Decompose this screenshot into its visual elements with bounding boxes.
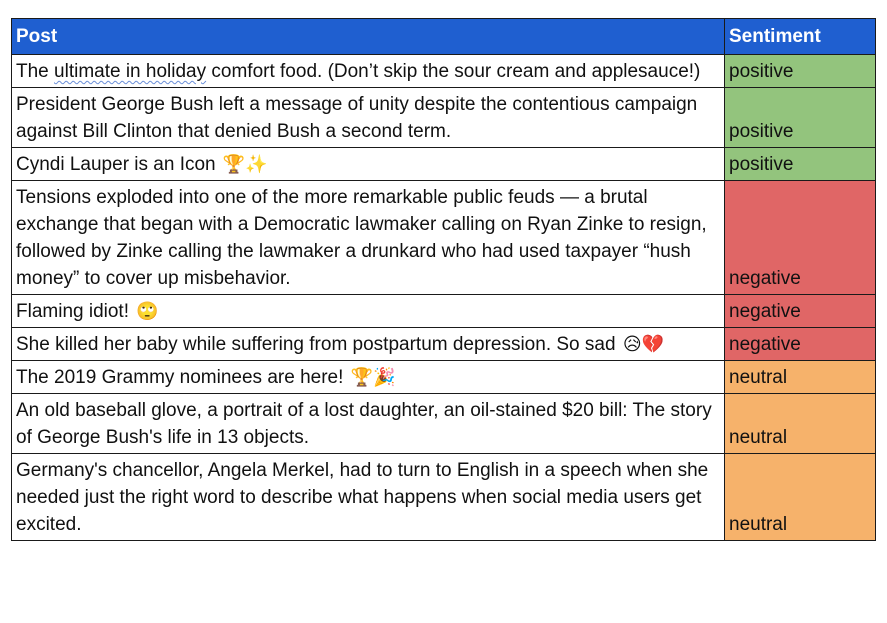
table-row (12, 454, 876, 541)
table-row (12, 361, 876, 394)
post-text: Tensions exploded into one of the more remarkable public feuds — a brutal exchange that began with a Democratic lawmaker calling on Ryan Zinke to resign, followed by Zinke calling the lawmaker a drunkard who had used taxpayer “hush money” to cover up misbehavior. (16, 187, 707, 289)
post-text: Cyndi Lauper is an Icon (16, 154, 216, 175)
post-text: An old baseball glove, a portrait of a lost daughter, an oil-stained $20 bill: The story of George Bush's life in 13 objects. (16, 400, 712, 448)
trophy-sparkles-emoji-icon: 🏆✨ (222, 154, 268, 175)
table-row (12, 181, 876, 295)
post-cell[interactable] (12, 88, 725, 148)
sentiment-cell[interactable]: negative (725, 295, 876, 328)
sentiment-cell[interactable]: positive (725, 148, 876, 181)
header-row (12, 19, 876, 55)
post-cell[interactable] (12, 148, 725, 181)
sentiment-cell[interactable]: negative (725, 181, 876, 295)
post-cell[interactable] (12, 55, 725, 88)
sentiment-column-header[interactable]: Sentiment (725, 19, 876, 55)
post-cell[interactable] (12, 181, 725, 295)
post-column-header[interactable]: Post (12, 19, 725, 55)
post-cell[interactable] (12, 394, 725, 454)
post-text: Flaming idiot! (16, 301, 129, 322)
post-text-lead: The (16, 61, 55, 82)
sentiment-cell[interactable]: positive (725, 88, 876, 148)
table-row (12, 55, 876, 88)
sentiment-cell[interactable]: positive (725, 55, 876, 88)
post-text: comfort food. (Don’t skip the sour cream and applesauce!) (206, 61, 701, 82)
post-cell[interactable] (12, 454, 725, 541)
post-text: The 2019 Grammy nominees are here! (16, 367, 344, 388)
spellcheck-underlined-text: ultimate in holiday (54, 61, 207, 82)
sentiment-table (11, 18, 876, 541)
eye-roll-emoji-icon: 🙄 (136, 301, 159, 322)
post-text: Germany's chancellor, Angela Merkel, had to turn to English in a speech when she needed just the right word to describe what happens when social media users get excited. (16, 460, 709, 535)
table-row (12, 328, 876, 361)
post-text: She killed her baby while suffering from postpartum depression. So sad (16, 334, 616, 355)
table-row (12, 394, 876, 454)
sentiment-cell[interactable]: neutral (725, 394, 876, 454)
sentiment-cell[interactable]: neutral (725, 361, 876, 394)
sad-broken-heart-emoji-icon: 😥💔 (622, 334, 664, 355)
post-cell[interactable] (12, 361, 725, 394)
table-row (12, 295, 876, 328)
table-row (12, 148, 876, 181)
post-cell[interactable] (12, 328, 725, 361)
table-row (12, 88, 876, 148)
post-cell[interactable] (12, 295, 725, 328)
trophy-party-emoji-icon: 🏆🎉 (350, 367, 396, 388)
sentiment-cell[interactable]: neutral (725, 454, 876, 541)
post-text: President George Bush left a message of unity despite the contentious campaign against Bill Clinton that denied Bush a second term. (16, 94, 698, 142)
sentiment-cell[interactable]: negative (725, 328, 876, 361)
